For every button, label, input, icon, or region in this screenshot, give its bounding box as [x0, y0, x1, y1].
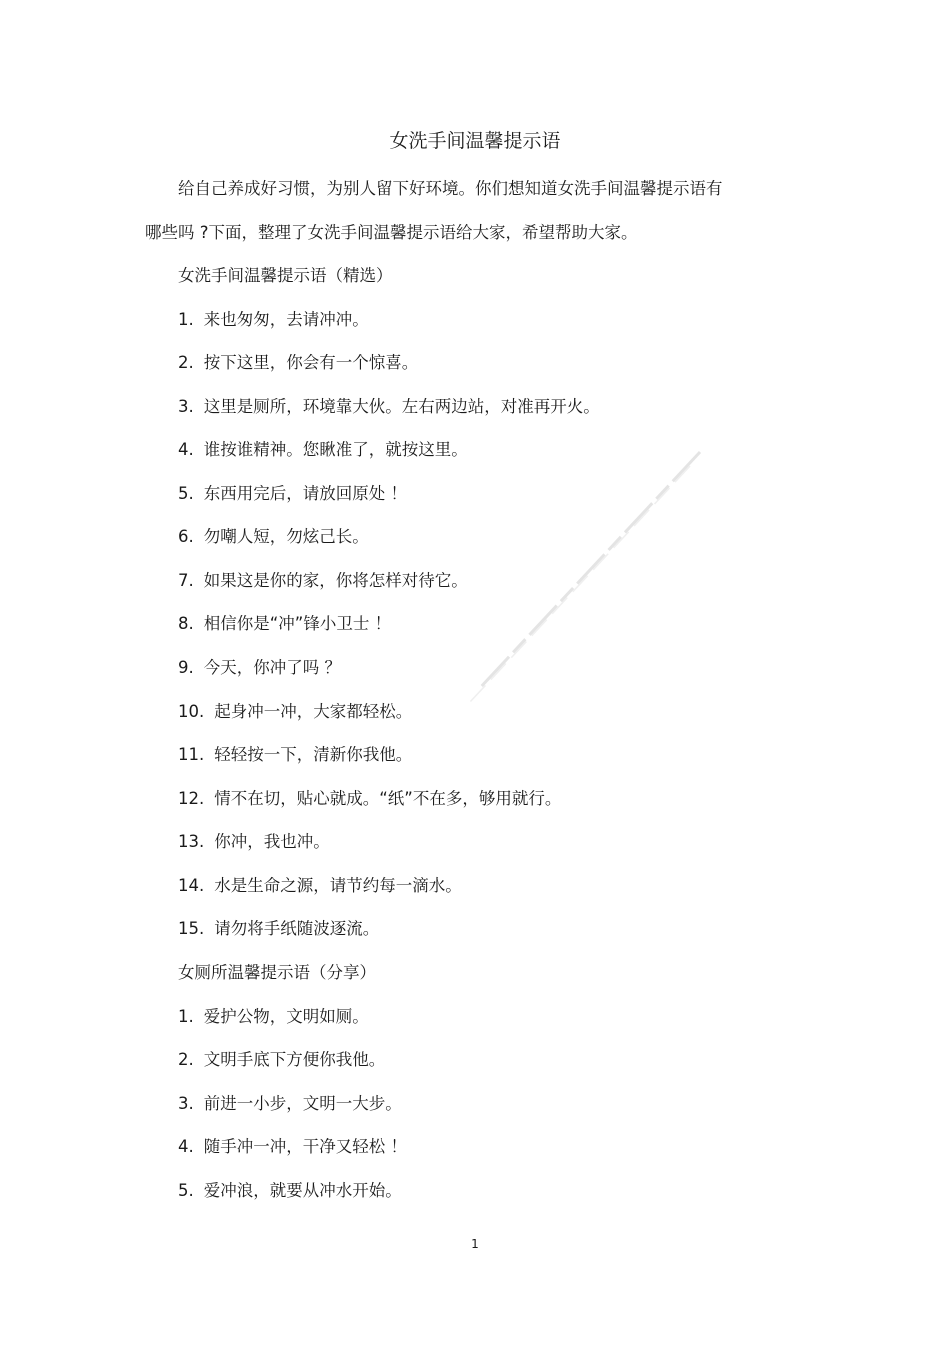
list-item: 8. 相信你是“冲”锋小卫士 ！ — [178, 614, 392, 633]
list-item: 7. 如果这是你的家，你将怎样对待它。 — [178, 571, 468, 590]
list-item: 10. 起身冲一冲，大家都轻松。 — [178, 702, 413, 721]
list-item: 2. 文明手底下方便你我他。 — [178, 1050, 386, 1069]
document-title: 女洗手间温馨提示语 — [389, 130, 561, 152]
list-item: 1. 爱护公物，文明如厕。 — [178, 1007, 369, 1026]
list-item: 13. 你冲，我也冲。 — [178, 832, 330, 851]
list-item: 5. 爱冲浪，就要从冲水开始。 — [178, 1181, 402, 1200]
list-item: 4. 随手冲一冲，干净又轻松 ！ — [178, 1137, 407, 1156]
list-item: 3. 前进一小步，文明一大步。 — [178, 1094, 402, 1113]
list-item: 2. 按下这里，你会有一个惊喜。 — [178, 353, 419, 372]
list-item: 11. 轻轻按一下，清新你我他。 — [178, 745, 413, 764]
section-heading-selected: 女洗手间温馨提示语（精选） — [178, 266, 393, 285]
intro-paragraph-line-1: 给自己养成好习惯，为别人留下好环境。你们想知道女洗手间温馨提示语有 — [178, 179, 723, 198]
list-item: 1. 来也匆匆，去请冲冲。 — [178, 310, 369, 329]
list-item: 15. 请勿将手纸随波逐流。 — [178, 919, 380, 938]
section-heading-shared: 女厕所温馨提示语（分享） — [178, 963, 376, 982]
page-number: 1 — [471, 1237, 479, 1251]
list-item: 3. 这里是厕所，环境靠大伙。左右两边站，对准再开火。 — [178, 397, 600, 416]
list-item: 6. 勿嘲人短，勿炫己长。 — [178, 527, 369, 546]
list-item: 12. 情不在切，贴心就成。“纸”不在多，够用就行。 — [178, 789, 562, 808]
list-item: 5. 东西用完后，请放回原处 ！ — [178, 484, 407, 503]
list-item: 9. 今天，你冲了吗 ？ — [178, 658, 341, 677]
intro-paragraph-line-2: 哪些吗 ?下面，整理了女洗手间温馨提示语给大家，希望帮助大家。 — [145, 223, 638, 242]
list-item: 14. 水是生命之源，请节约每一滴水。 — [178, 876, 462, 895]
list-item: 4. 谁按谁精神。您瞅准了，就按这里。 — [178, 440, 468, 459]
